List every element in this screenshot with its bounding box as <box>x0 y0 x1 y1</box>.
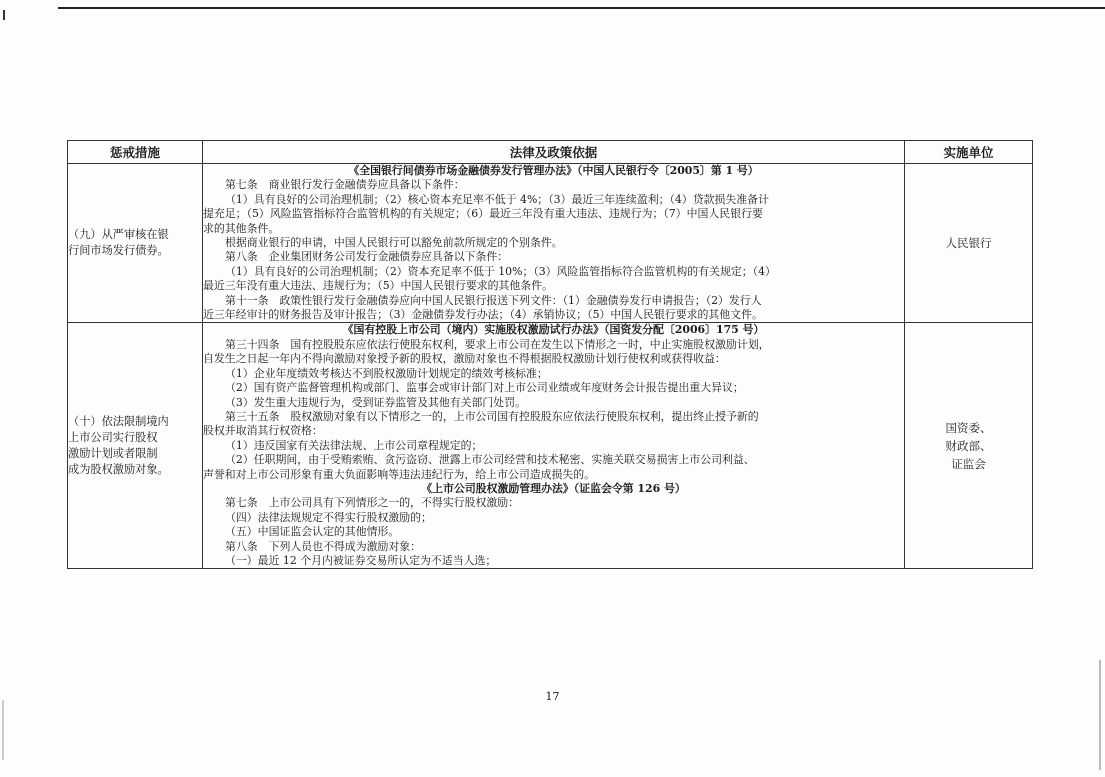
regulation-text-line: （1）违反国家有关法律法规、上市公司章程规定的； <box>225 438 483 452</box>
regulation-title: 《国有控股上市公司（境内）实施股权激励试行办法》（国资发分配〔2006〕175 号） <box>342 323 765 337</box>
regulation-text-line: （五）中国证监会认定的其他情形。 <box>225 525 400 539</box>
measure-line: 行间市场发行债券。 <box>68 244 169 258</box>
regulation-text-line: 第三十四条 国有控股股东应依法行使股东权利，要求上市公司在发生以下情形之一时，中止实施股权激励计划， <box>225 337 770 351</box>
scan-edge-left <box>2 700 4 760</box>
regulation-text-line: 求的其他条件。 <box>203 221 280 235</box>
regulation-text-line: 第七条 上市公司具有下列情形之一的，不得实行股权激励： <box>225 496 520 510</box>
regulation-text-line: 声誉和对上市公司形象有重大负面影响等违法违纪行为，给上市公司造成损失的。 <box>203 467 596 481</box>
regulation-text-line: （2）任职期间，由于受贿索贿、贪污盗窃、泄露上市公司经营和技术秘密、实施关联交易损害上市公司利益、 <box>225 453 755 467</box>
unit-cell <box>905 323 1033 569</box>
regulation-text-line: （四）法律法规规定不得实行股权激励的； <box>225 510 432 524</box>
table-row <box>68 164 1033 323</box>
basis-cell <box>203 323 905 569</box>
regulation-text-line: （1）具有良好的公司治理机制；（2）资本充足率不低于 10%；（3）风险监管指标符合监管机构的有关规定；（4） <box>225 264 776 278</box>
regulation-text-line: （一）最近 12 个月内被证券交易所认定为不适当人选； <box>225 553 497 567</box>
regulation-text-line: 根据商业银行的申请，中国人民银行可以豁免前款所规定的个别条件。 <box>225 236 563 250</box>
regulation-text-line: 第三十五条 股权激励对象有以下情形之一的，上市公司国有控股股东应依法行使股东权利，提出终止授予新的 <box>225 409 759 423</box>
regulation-text-line: 第十一条 政策性银行发行金融债券应向中国人民银行报送下列文件：（1）金融债券发行申请报告；（2）发行人 <box>225 293 762 307</box>
penalty-table <box>67 140 1033 569</box>
measure-line: 成为股权激励对象。 <box>68 462 169 476</box>
regulation-text-line: （1）具有良好的公司治理机制；（2）核心资本充足率不低于 4%；（3）最近三年连续盈利；（4）贷款损失准备计 <box>225 192 769 206</box>
basis-cell <box>203 164 905 323</box>
unit-line: 国资委、 <box>945 420 992 435</box>
regulation-text-line: 股权并取消其行权资格： <box>203 424 323 438</box>
header-measure: 惩戒措施 <box>68 141 203 164</box>
measure-line: 上市公司实行股权 <box>68 430 158 444</box>
table-row <box>68 323 1033 569</box>
regulation-text-line: 提充足；（5）风险监管指标符合监管机构的有关规定；（6）最近三年没有重大违法、违规行为；（7）中国人民银行要 <box>203 207 763 221</box>
regulation-text-line: 近三年经审计的财务报告及审计报告；（3）金融债券发行办法；（4）承销协议；（5）中国人民银行要求的其他文件。 <box>203 308 763 322</box>
regulation-title: 《上市公司股权激励管理办法》（证监会令第 126 号） <box>421 481 686 495</box>
unit-line: 人民银行 <box>945 236 992 251</box>
regulation-text-line: 第七条 商业银行发行金融债券应具备以下条件： <box>225 178 465 192</box>
scan-mark <box>3 10 5 20</box>
measure-line: （九）从严审核在银 <box>68 228 169 242</box>
regulation-text-line: 自发生之日起一年内不得向激励对象授予新的股权，激励对象也不得根据股权激励计划行使权利或获得收益： <box>203 352 726 366</box>
measure-line: 激励计划或者限制 <box>68 446 158 460</box>
scan-edge <box>1099 660 1101 770</box>
regulation-text-line: 第八条 下列人员也不得成为激励对象： <box>225 539 422 553</box>
regulation-text-line: （1）企业年度绩效考核达不到股权激励计划规定的绩效考核标准； <box>225 366 548 380</box>
measure-cell <box>68 164 203 323</box>
page-number: 17 <box>545 690 560 703</box>
regulation-title: 《全国银行间债券市场金融债券发行管理办法》（中国人民银行令〔2005〕第 1 号） <box>348 164 759 177</box>
regulation-text-line: 第八条 企业集团财务公司发行金融债券应具备以下条件： <box>225 250 509 264</box>
regulation-text-line: （2）国有资产监督管理机构或部门、监事会或审计部门对上市公司业绩或年度财务会计报告提出重大异议； <box>225 381 744 395</box>
header-unit: 实施单位 <box>905 141 1033 164</box>
top-border-line <box>58 7 1105 9</box>
regulation-text-line: （3）发生重大违规行为，受到证券监管及其他有关部门处罚。 <box>225 395 526 409</box>
measure-line: （十）依法限制境内 <box>68 414 169 428</box>
header-basis: 法律及政策依据 <box>203 141 905 164</box>
measure-cell <box>68 323 203 569</box>
regulation-text-line: 最近三年没有重大违法、违规行为；（5）中国人民银行要求的其他条件。 <box>203 279 553 293</box>
table-header-row <box>68 141 1033 164</box>
unit-line: 财政部、 <box>945 438 992 453</box>
unit-cell <box>905 164 1033 323</box>
unit-line: 证监会 <box>951 456 986 471</box>
